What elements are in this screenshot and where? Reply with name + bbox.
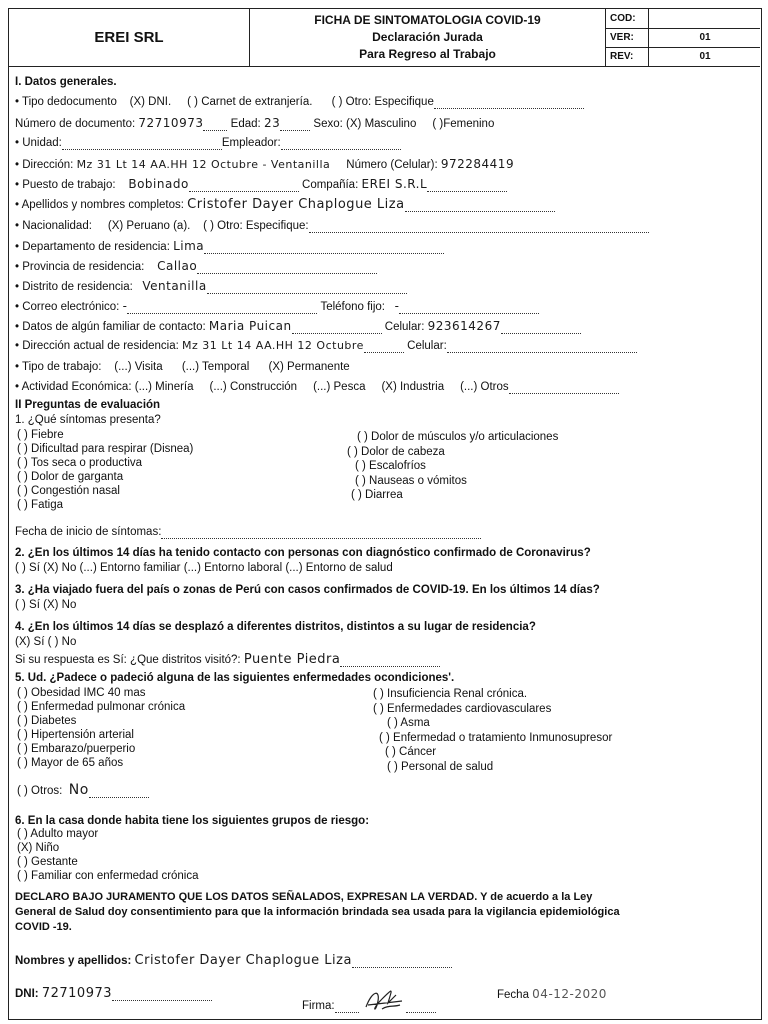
industria-option[interactable]: (X) Industria xyxy=(381,381,445,393)
rev-value: 01 xyxy=(699,51,711,62)
dots xyxy=(204,242,444,254)
celular-value[interactable]: 972284419 xyxy=(440,157,515,171)
dots xyxy=(406,1001,436,1013)
risk-group-item[interactable]: ( ) Familiar con enfermedad crónica xyxy=(17,870,199,882)
otro-nacionalidad-field[interactable] xyxy=(309,221,649,233)
familiar-celular-label: Celular: xyxy=(384,321,425,333)
familiar-value[interactable]: Maria Puican xyxy=(208,319,292,333)
actividad-row xyxy=(15,380,619,394)
risk-group-item[interactable]: ( ) Gestante xyxy=(17,856,78,868)
permanente-option[interactable]: (X) Permanente xyxy=(268,361,350,373)
dots xyxy=(501,322,581,334)
puesto-row xyxy=(15,177,507,192)
form-subtitle: Declaración Jurada xyxy=(372,30,483,44)
tipo-trabajo-label: • Tipo de trabajo: xyxy=(15,361,102,373)
direccion-actual-row xyxy=(15,339,637,353)
rev-row xyxy=(606,47,760,66)
direccion-label: • Dirección: xyxy=(15,159,74,171)
num-doc-value[interactable]: 72710973 xyxy=(138,116,204,130)
direccion-actual-label: • Dirección actual de residencia: xyxy=(15,340,179,352)
direccion-actual-value[interactable]: Mz 31 Lt 14 AA.HH 12 Octubre xyxy=(182,339,364,352)
firma-block xyxy=(302,987,436,1013)
provincia-label: • Provincia de residencia: xyxy=(15,261,145,273)
dots xyxy=(127,302,317,314)
dots xyxy=(427,180,507,192)
departamento-row xyxy=(15,239,444,254)
correo-label: • Correo electrónico: xyxy=(15,301,120,313)
symptom-item[interactable]: ( ) Escalofríos xyxy=(355,460,426,473)
rev-label: REV: xyxy=(606,47,649,66)
symptom-item[interactable]: ( ) Dolor de garganta xyxy=(17,471,124,483)
declaration-line: COVID -19. xyxy=(15,921,72,933)
celular-label: Número (Celular): xyxy=(346,159,438,171)
form-title-block xyxy=(250,9,606,66)
dots xyxy=(89,786,149,798)
symptom-item[interactable]: ( ) Fatiga xyxy=(17,499,64,511)
symptoms-left-list xyxy=(17,428,193,512)
edad-value[interactable]: 23 xyxy=(263,116,281,130)
puesto-label: • Puesto de trabajo: xyxy=(15,179,116,191)
fecha-label: Fecha xyxy=(497,989,529,1001)
distrito-row xyxy=(15,279,407,294)
declaration-line: General de Salud doy consentimiento para que la información brindada sea usada para la vigilancia epidemiológica xyxy=(15,906,620,918)
section-2-title: II Preguntas de evaluación xyxy=(15,399,161,411)
direccion-value[interactable]: Mz 31 Lt 14 AA.HH 12 Octubre - Ventanilla xyxy=(76,158,331,171)
num-doc-label: Número de documento: xyxy=(15,118,136,130)
otro-doc-field[interactable] xyxy=(434,97,584,109)
symptoms-right-list xyxy=(347,430,558,503)
temporal-option[interactable]: (...) Temporal xyxy=(181,361,250,373)
question-4-options[interactable]: (X) Sí ( ) No xyxy=(15,636,77,648)
question-6: 6. En la casa donde habita tiene los siguientes grupos de riesgo: xyxy=(15,815,370,827)
dots xyxy=(280,119,310,131)
declaration-line: DECLARO BAJO JURAMENTO QUE LOS DATOS SEÑALADOS, EXPRESAN LA VERDAD. Y de acuerdo a la Ley xyxy=(15,891,593,903)
signature-mark[interactable] xyxy=(362,987,406,1013)
fecha-value[interactable]: 04-12-2020 xyxy=(532,987,607,1001)
dots xyxy=(203,119,227,131)
footer-dni-label: DNI: xyxy=(15,988,39,1000)
symptom-item[interactable]: ( ) Dolor de cabeza xyxy=(347,445,445,458)
condition-item[interactable]: ( ) Hipertensión arterial xyxy=(17,729,134,741)
footer-nombres-row xyxy=(15,954,452,968)
tipo-documento-row xyxy=(15,95,584,109)
compania-label: Compañía: xyxy=(302,179,359,191)
departamento-label: • Departamento de residencia: xyxy=(15,241,170,253)
section-1-title: I. Datos generales. xyxy=(15,76,117,88)
otros-condicion-label: ( ) Otros: xyxy=(17,785,63,797)
fecha-block xyxy=(497,987,607,1002)
nombres-label: • Apellidos y nombres completos: xyxy=(15,199,184,211)
nacionalidad-label: • Nacionalidad: xyxy=(15,220,92,232)
form-title: FICHA DE SINTOMATOLOGIA COVID-19 xyxy=(314,13,541,27)
distritos-visitados-label: Si su respuesta es Sí: ¿Que distritos visitó?: xyxy=(15,654,241,666)
dots xyxy=(207,282,407,294)
symptom-item[interactable]: ( ) Dolor de músculos y/o articulaciones xyxy=(357,431,559,443)
unidad-label: • Unidad: xyxy=(15,137,62,149)
footer-nombres-value[interactable]: Cristofer Dayer Chaplogue Liza xyxy=(134,953,352,968)
doc-control-box xyxy=(606,9,760,66)
symptom-item[interactable]: ( ) Diarrea xyxy=(351,489,403,502)
sexo-label: Sexo: xyxy=(313,118,343,130)
question-3-options[interactable]: ( ) Sí (X) No xyxy=(15,599,77,611)
condition-item[interactable]: ( ) Enfermedades cardiovasculares xyxy=(373,702,552,715)
otro-doc-option[interactable]: ( ) Otro: Especifique xyxy=(331,96,434,108)
peruano-option[interactable]: (X) Peruano (a). xyxy=(107,220,191,232)
nacionalidad-row xyxy=(15,219,649,233)
condition-item[interactable]: ( ) Obesidad IMC 40 mas xyxy=(17,687,146,699)
symptom-item[interactable]: ( ) Congestión nasal xyxy=(17,485,120,497)
condition-item[interactable]: ( ) Personal de salud xyxy=(387,760,494,773)
condition-item[interactable]: ( ) Mayor de 65 años xyxy=(17,757,124,769)
dots xyxy=(335,1001,359,1013)
provincia-value[interactable]: Callao xyxy=(157,259,198,273)
condition-item[interactable]: ( ) Diabetes xyxy=(17,715,77,727)
form-purpose: Para Regreso al Trabajo xyxy=(359,47,496,61)
actividad-label: • Actividad Económica: xyxy=(15,381,132,393)
dots xyxy=(352,956,452,968)
risk-group-item[interactable]: (X) Niño xyxy=(17,842,60,854)
provincia-row xyxy=(15,259,377,274)
covid-form-sheet xyxy=(8,8,762,1020)
otros-actividad-field[interactable] xyxy=(509,382,619,394)
distritos-visitados-value[interactable]: Puente Piedra xyxy=(243,652,341,667)
mineria-option[interactable]: (...) Minería xyxy=(134,381,194,393)
celular-2-label: Celular: xyxy=(407,340,447,352)
dots xyxy=(399,302,539,314)
puesto-value[interactable]: Bobinado xyxy=(128,177,189,191)
fecha-inicio-row xyxy=(15,525,481,539)
condition-item[interactable]: ( ) Enfermedad o tratamiento Inmunosupresor xyxy=(379,731,613,744)
nombres-value[interactable]: Cristofer Dayer Chaplogue Liza xyxy=(187,197,405,212)
risk-group-item[interactable]: ( ) Adulto mayor xyxy=(17,828,99,840)
form-header xyxy=(9,9,760,67)
symptom-item[interactable]: ( ) Fiebre xyxy=(17,429,64,441)
distrito-value[interactable]: Ventanilla xyxy=(142,279,207,293)
conditions-right-list xyxy=(373,687,612,775)
correo-value[interactable]: - xyxy=(122,299,128,313)
question-2-options[interactable]: ( ) Sí (X) No (...) Entorno familiar (...) Entorno laboral (...) Entorno de salud xyxy=(15,562,393,574)
ver-row xyxy=(606,28,760,48)
symptom-item[interactable]: ( ) Dificultad para respirar (Disnea) xyxy=(17,443,194,455)
dots xyxy=(189,180,299,192)
cod-label: COD: xyxy=(606,9,649,28)
familiar-celular-value[interactable]: 923614267 xyxy=(427,319,501,333)
dots xyxy=(364,341,404,353)
tipo-trabajo-row xyxy=(15,360,350,374)
fecha-inicio-field[interactable] xyxy=(161,527,481,539)
risk-group-list xyxy=(17,827,199,883)
compania-value[interactable]: EREI S.R.L xyxy=(361,177,428,191)
question-1: 1. ¿Qué síntomas presenta? xyxy=(15,414,161,426)
unidad-row xyxy=(15,136,401,150)
cod-row xyxy=(606,9,760,29)
carnet-option[interactable]: ( ) Carnet de extranjería. xyxy=(187,96,313,108)
symptom-item[interactable]: ( ) Tos seca o productiva xyxy=(17,457,143,469)
edad-label: Edad: xyxy=(230,118,261,130)
empleador-field[interactable] xyxy=(281,138,401,150)
documento-row xyxy=(15,116,494,131)
correo-row xyxy=(15,299,539,314)
telefono-value[interactable]: - xyxy=(394,299,400,313)
otros-condicion-row xyxy=(17,783,149,798)
familiar-row xyxy=(15,319,581,334)
ver-value: 01 xyxy=(699,32,711,43)
question-3: 3. ¿Ha viajado fuera del país o zonas de Perú con casos confirmados de COVID-19. En los últimos 14 días? xyxy=(15,584,600,596)
distrito-label: • Distrito de residencia: xyxy=(15,281,133,293)
pesca-option[interactable]: (...) Pesca xyxy=(313,381,366,393)
condition-item[interactable]: ( ) Embarazo/puerperio xyxy=(17,743,136,755)
question-4-followup xyxy=(15,653,440,667)
masculino-option[interactable]: (X) Masculino xyxy=(346,118,417,130)
otros-condicion-value[interactable]: No xyxy=(68,782,89,798)
footer-firma-row xyxy=(15,987,212,1001)
fecha-inicio-label: Fecha de inicio de síntomas: xyxy=(15,526,162,538)
familiar-label: • Datos de algún familiar de contacto: xyxy=(15,321,206,333)
nombres-row xyxy=(15,198,555,212)
footer-dni-value[interactable]: 72710973 xyxy=(41,986,113,1001)
company-name: EREI SRL xyxy=(9,9,250,66)
dots xyxy=(405,200,555,212)
dots xyxy=(340,655,440,667)
conditions-left-list xyxy=(17,686,185,770)
ver-label: VER: xyxy=(606,28,649,47)
tipo-doc-label: • Tipo dedocumento xyxy=(15,96,117,108)
cod-value xyxy=(650,9,760,28)
condition-item[interactable]: ( ) Cáncer xyxy=(385,746,437,759)
direccion-row xyxy=(15,157,514,172)
dots xyxy=(197,262,377,274)
condition-item[interactable]: ( ) Asma xyxy=(387,717,430,730)
empleador-label: Empleador: xyxy=(221,137,281,149)
condition-item[interactable]: ( ) Insuficiencia Renal crónica. xyxy=(373,688,528,700)
question-2: 2. ¿En los últimos 14 días ha tenido contacto con personas con diagnóstico confirmado de Coronavirus? xyxy=(15,547,591,559)
visita-option[interactable]: (...) Visita xyxy=(114,361,163,373)
femenino-option[interactable]: ( )Femenino xyxy=(432,118,495,130)
otro-nacionalidad-option[interactable]: ( ) Otro: Especifique: xyxy=(203,220,309,232)
declaration-text xyxy=(15,890,620,935)
dni-option[interactable]: (X) DNI. xyxy=(129,96,172,108)
condition-item[interactable]: ( ) Enfermedad pulmonar crónica xyxy=(17,701,186,713)
dots xyxy=(292,322,382,334)
unidad-field[interactable] xyxy=(62,138,222,150)
firma-label: Firma: xyxy=(302,1000,335,1012)
symptom-item[interactable]: ( ) Nauseas o vómitos xyxy=(355,474,467,487)
question-4: 4. ¿En los últimos 14 días se desplazó a diferentes distritos, distintos a su lugar de residencia? xyxy=(15,621,536,633)
celular-2-field[interactable] xyxy=(447,341,637,353)
otros-actividad-option[interactable]: (...) Otros xyxy=(460,381,509,393)
departamento-value[interactable]: Lima xyxy=(173,239,205,253)
question-5: 5. Ud. ¿Padece o padeció alguna de las siguientes enfermedades ocondiciones'. xyxy=(15,672,455,684)
footer-nombres-label: Nombres y apellidos: xyxy=(15,955,132,967)
dots xyxy=(112,989,212,1001)
telefono-label: Teléfono fijo: xyxy=(320,301,386,313)
construccion-option[interactable]: (...) Construcción xyxy=(209,381,298,393)
